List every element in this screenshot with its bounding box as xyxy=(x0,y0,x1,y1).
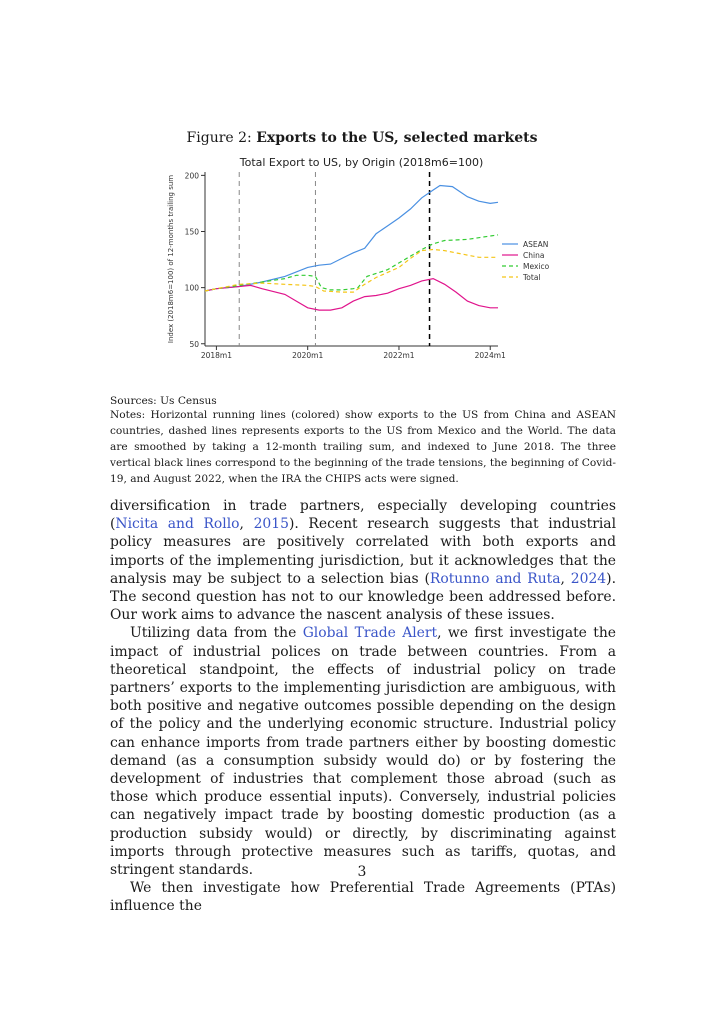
y-tick-label: 150 xyxy=(184,227,199,237)
x-tick-label: 2024m1 xyxy=(474,351,506,360)
figure-notes: Notes: Horizontal running lines (colored) show exports to the US from China and ASEAN countries, dashed lines represents exports to the US from Mexico and the World. The data are smoothed by taking a 12-month trailing sum, and indexed to June 2018. The three vertical black lines correspond to the beginning of the trade tensions, the beginning of Covid-19, and August 2022, when the IRA the CHIPS acts were signed. xyxy=(110,409,616,485)
p1-text-a: diversification in trade partners, especially developing countries ( xyxy=(110,498,616,533)
y-tick-label: 50 xyxy=(189,339,199,349)
chart-title: Total Export to US, by Origin (2018m6=100) xyxy=(239,156,484,169)
p1-text-b: , xyxy=(239,516,254,533)
citation-rotunno-ruta-year[interactable]: 2024 xyxy=(570,570,607,587)
paragraph-1 xyxy=(110,497,616,624)
p2-text-a: Utilizing data from the xyxy=(130,625,303,642)
x-tick-label: 2018m1 xyxy=(200,351,232,360)
y-axis-label: Index (2018m6=100) of 12-months trailing sum xyxy=(167,174,175,344)
x-tick-label: 2020m1 xyxy=(292,351,324,360)
figure-label: Figure 2: xyxy=(186,130,252,146)
citation-nicita-rollo-year[interactable]: 2015 xyxy=(253,516,289,533)
page-number: 3 xyxy=(357,864,367,880)
legend-label-china: China xyxy=(523,251,545,260)
series-line-mexico xyxy=(205,235,498,291)
legend-label-mexico: Mexico xyxy=(523,262,550,271)
series-line-asean xyxy=(205,186,498,292)
global-trade-alert-link[interactable]: Global Trade Alert xyxy=(302,625,438,642)
p1-text-c: ). Recent research suggests that industrial policy measures are positively correlated with both exports and imports of the implementing jurisdiction, but it acknowledges that the analysis may be subject to a selection bias ( xyxy=(110,516,617,587)
p2-text-b: , we first investigate the impact of industrial polices on trade between countries. From a theoretical standpoint, the effects of industrial policy on trade partners’ exports to the implementing jurisdiction are ambiguous, with both positive and negative outcomes possible depending on the design of the policy and the underlying economic structure. Industrial policy can enhance imports from trade partners either by boosting domestic demand (as a consumption subsidy would do) or by fostering the development of industries that complement those abroad (such as those which produce essential inputs). Conversely, industrial policies can negatively impact trade by boosting domestic production (as a production subsidy would) or directly, by discriminating against imports through protective measures such as tariffs, quotas, and stringent standards. xyxy=(110,625,616,879)
y-tick-label: 200 xyxy=(184,171,199,181)
paragraph-3: We then investigate how Preferential Trade Agreements (PTAs) influence the xyxy=(110,880,616,915)
legend-label-total: Total xyxy=(523,273,541,282)
line-chart xyxy=(160,152,560,362)
paragraph-2 xyxy=(110,624,616,879)
body-text xyxy=(110,497,616,916)
x-tick-label: 2022m1 xyxy=(383,351,415,360)
figure-sources: Sources: Us Census xyxy=(110,395,217,407)
citation-rotunno-ruta[interactable]: Rotunno and Ruta xyxy=(429,570,561,587)
figure-title: Exports to the US, selected markets xyxy=(256,130,538,146)
y-tick-label: 100 xyxy=(184,283,199,293)
p1-text-e: ). The second question has not to our knowledge been addressed before. Our work aims to advance the nascent analysis of these issues. xyxy=(110,570,616,624)
legend-label-asean: ASEAN xyxy=(523,240,549,249)
citation-nicita-rollo[interactable]: Nicita and Rollo xyxy=(115,516,240,533)
figure-caption xyxy=(0,130,724,146)
p1-text-d: , xyxy=(560,570,571,587)
